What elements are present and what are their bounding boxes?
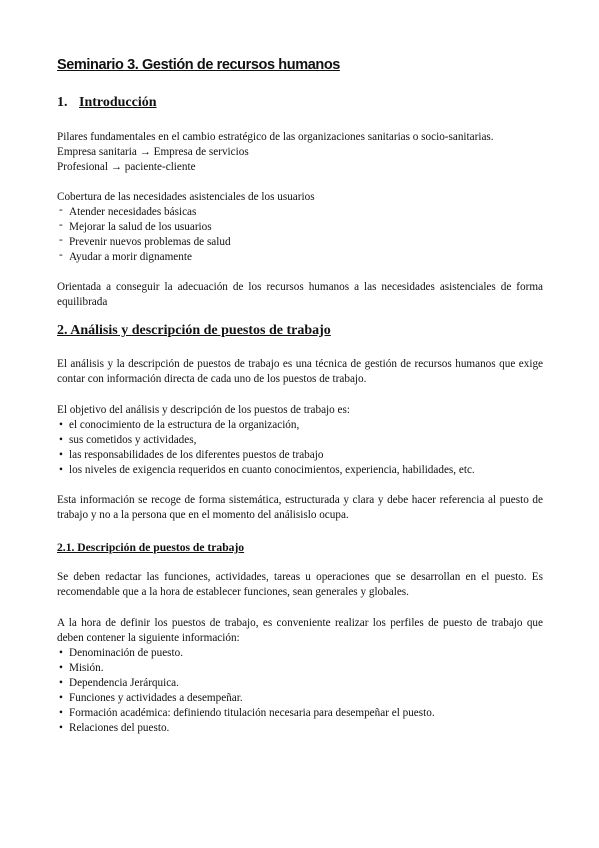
objetivo-list: [57, 418, 543, 478]
bullet-marker: •: [59, 677, 63, 689]
section-1-heading: [57, 95, 157, 110]
list-item-text: Funciones y actividades a desempeñar.: [69, 692, 243, 704]
list-item: [57, 205, 543, 220]
list-item: [57, 448, 543, 463]
funciones-paragraph: [57, 570, 543, 600]
list-item: [57, 706, 543, 721]
perfiles-intro: A la hora de definir los puestos de trabajo, es conveniente realizar los perfiles de puesto de trabajo que deben contener la siguiente información:: [57, 617, 543, 644]
list-item: [57, 418, 543, 433]
dash-marker: -: [59, 204, 63, 216]
list-item-text: Atender necesidades básicas: [69, 206, 197, 218]
list-item: [57, 220, 543, 235]
bullet-marker: •: [59, 434, 63, 446]
list-item: [57, 676, 543, 691]
list-item-text: Mejorar la salud de los usuarios: [69, 221, 212, 233]
sistematica-paragraph: [57, 493, 543, 523]
analisis-paragraph: [57, 357, 543, 387]
bullet-marker: •: [59, 647, 63, 659]
list-item: [57, 250, 543, 265]
objetivo-intro: El objetivo del análisis y descripción de los puestos de trabajo es:: [57, 404, 350, 416]
intro-line-1: Pilares fundamentales en el cambio estratégico de las organizaciones sanitarias o socio-sanitarias.: [57, 131, 494, 143]
perfiles-block: [57, 616, 543, 736]
list-item-text: Misión.: [69, 662, 104, 674]
list-item-text: Denominación de puesto.: [69, 647, 184, 659]
list-item-text: Prevenir nuevos problemas de salud: [69, 236, 231, 248]
list-item-text: Ayudar a morir dignamente: [69, 251, 192, 263]
dash-marker: -: [59, 219, 63, 231]
sistematica-text: Esta información se recoge de forma sistemática, estructurada y clara y debe hacer referencia al puesto de trabajo y no a la persona que en el momento del análisislo ocupa.: [57, 494, 543, 521]
bullet-marker: •: [59, 707, 63, 719]
orientada-text: Orientada a conseguir la adecuación de los recursos humanos a las necesidades asistenciales de forma equilibrada: [57, 281, 543, 308]
bullet-marker: •: [59, 692, 63, 704]
cobertura-block: [57, 190, 543, 265]
dash-marker: -: [59, 234, 63, 246]
analisis-text: El análisis y la descripción de puestos de trabajo es una técnica de gestión de recursos humanos que exige contar con información directa de cada uno de los puestos de trabajo.: [57, 358, 543, 385]
list-item-text: Dependencia Jerárquica.: [69, 677, 179, 689]
list-item-text: el conocimiento de la estructura de la organización,: [69, 419, 300, 431]
intro-line-2: Empresa sanitaria → Empresa de servicios: [57, 146, 249, 158]
objetivo-block: [57, 403, 543, 478]
list-item-text: Relaciones del puesto.: [69, 722, 170, 734]
section-1-title: Introducción: [79, 95, 157, 110]
intro-line-3: Profesional → paciente-cliente: [57, 161, 196, 173]
list-item: [57, 661, 543, 676]
list-item: [57, 721, 543, 736]
list-item-text: las responsabilidades de los diferentes puestos de trabajo: [69, 449, 324, 461]
bullet-marker: •: [59, 662, 63, 674]
bullet-marker: •: [59, 722, 63, 734]
list-item-text: sus cometidos y actividades,: [69, 434, 197, 446]
funciones-text: Se deben redactar las funciones, actividades, tareas u operaciones que se desarrollan en el puesto. Es recomendable que a la hora de establecer funciones, sean generales y globales.: [57, 571, 543, 598]
perfil-list: [57, 646, 543, 736]
list-item: [57, 235, 543, 250]
bullet-marker: •: [59, 464, 63, 476]
section-1-number: 1.: [57, 95, 68, 110]
list-item: [57, 433, 543, 448]
dash-marker: -: [59, 249, 63, 261]
cobertura-intro: Cobertura de las necesidades asistenciales de los usuarios: [57, 191, 315, 203]
document-title: Seminario 3. Gestión de recursos humanos: [57, 57, 340, 73]
list-item: [57, 646, 543, 661]
bullet-marker: •: [59, 419, 63, 431]
section-2-heading: 2. Análisis y descripción de puestos de trabajo: [57, 323, 331, 338]
list-item: [57, 691, 543, 706]
intro-paragraph: [57, 130, 543, 175]
orientada-paragraph: [57, 280, 543, 310]
list-item: [57, 463, 543, 478]
list-item-text: Formación académica: definiendo titulación necesaria para desempeñar el puesto.: [69, 707, 435, 719]
cobertura-list: [57, 205, 543, 265]
list-item-text: los niveles de exigencia requeridos en cuanto conocimientos, experiencia, habilidades, etc.: [69, 464, 475, 476]
section-2-1-heading: 2.1. Descripción de puestos de trabajo: [57, 541, 245, 554]
bullet-marker: •: [59, 449, 63, 461]
